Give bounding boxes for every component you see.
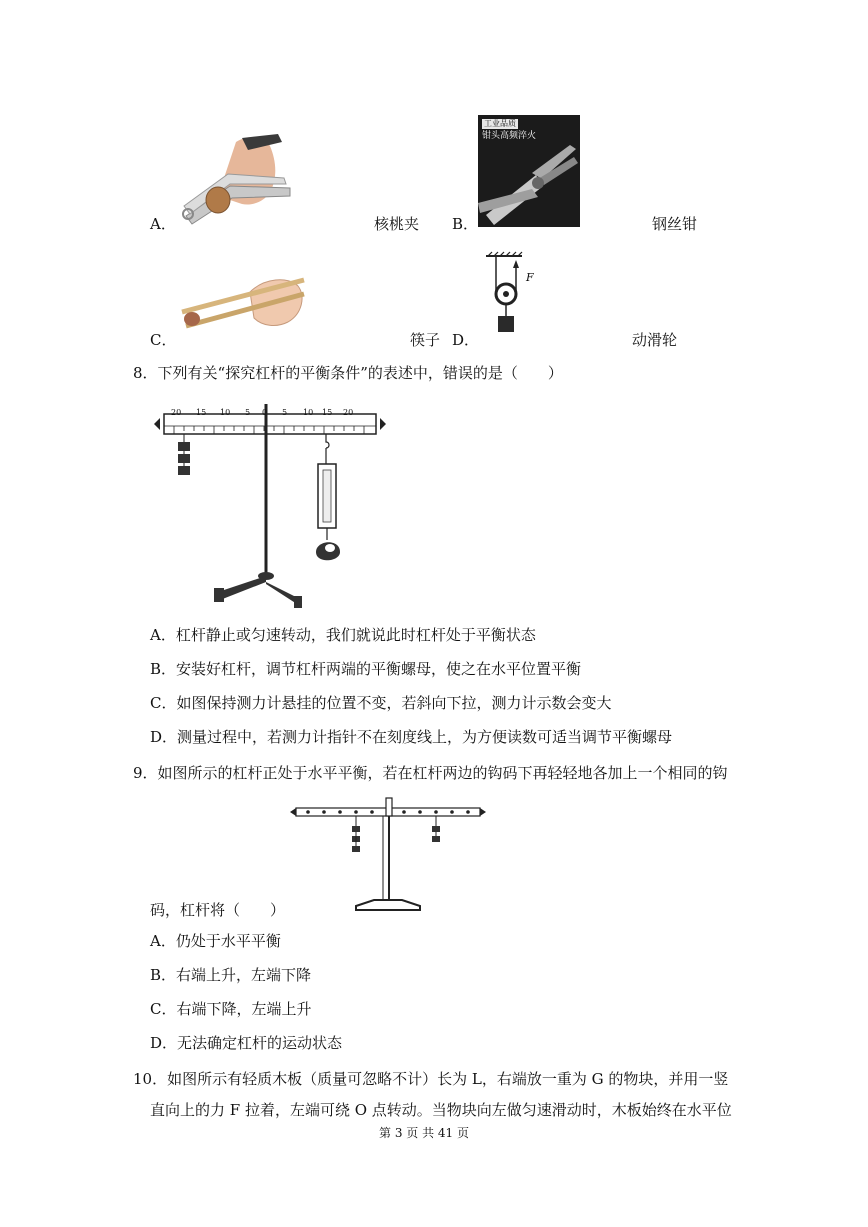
q9-option-d: D．无法确定杠杆的运动状态 (150, 1034, 343, 1052)
q8-option-b: B．安装好杠杆，调节杠杆两端的平衡螺母，使之在水平位置平衡 (150, 660, 582, 678)
option-a-name: 核桃夹 (374, 215, 420, 233)
pliers-photo (478, 115, 580, 227)
q9-stem-line1: 9．如图所示的杠杆正处于水平平衡，若在杠杆两边的钩码下再轻轻地各加上一个相同的钩 (133, 764, 728, 782)
option-b-letter: B． (452, 215, 479, 233)
option-a-letter: A． (150, 215, 176, 233)
lever-stand-diagram (154, 402, 386, 608)
pliers-photo-tag: 工业品质 (484, 119, 516, 128)
balanced-lever-diagram (290, 796, 486, 914)
pliers-icon (478, 145, 580, 227)
q9-option-c: C．右端下降，左端上升 (150, 1000, 312, 1018)
option-d-name: 动滑轮 (632, 331, 678, 349)
scale-number: 10 (303, 408, 314, 417)
scale-number: 0 (262, 408, 268, 417)
q8-option-c: C．如图保持测力计悬挂的位置不变，若斜向下拉，测力计示数会变大 (150, 694, 612, 712)
scale-number: 15 (196, 408, 207, 417)
scale-number: 20 (171, 408, 182, 417)
q9-option-b: B．右端上升，左端下降 (150, 966, 312, 984)
scale-number: 10 (220, 408, 231, 417)
pliers-photo-caption: 钳头高频淬火 (482, 131, 537, 141)
pulley-force-label: F (526, 271, 534, 284)
option-c-letter: C． (150, 331, 177, 349)
chopsticks-image (180, 272, 306, 338)
q8-option-a: A．杠杆静止或匀速转动，我们就说此时杠杆处于平衡状态 (150, 626, 536, 644)
q9-option-a: A．仍处于水平平衡 (150, 932, 281, 950)
scale-number: 5 (245, 408, 251, 417)
scale-number: 15 (322, 408, 333, 417)
option-d-letter: D． (452, 331, 480, 349)
walnut-cracker-image (178, 134, 296, 226)
movable-pulley-image (482, 252, 530, 344)
q8-stem: 8．下列有关“探究杠杆的平衡条件”的表述中，错误的是（ ） (133, 364, 563, 382)
option-b-name: 钢丝钳 (652, 215, 698, 233)
q10-line1: 10．如图所示有轻质木板（质量可忽略不计）长为 L，右端放一重为 G 的物块，并用一竖 (133, 1070, 729, 1088)
page-number-footer: 第 3 页 共 41 页 (379, 1126, 469, 1140)
scale-number: 5 (282, 408, 288, 417)
q9-stem-line2: 码，杠杆将（ ） (150, 901, 286, 919)
option-c-name: 筷子 (410, 331, 441, 349)
q8-option-d: D．测量过程中，若测力计指针不在刻度线上，为方便读数可适当调节平衡螺母 (150, 728, 673, 746)
scale-number: 20 (343, 408, 354, 417)
q10-line2: 直向上的力 F 拉着，左端可绕 O 点转动。当物块向左做匀速滑动时，木板始终在水平位 (150, 1101, 732, 1119)
